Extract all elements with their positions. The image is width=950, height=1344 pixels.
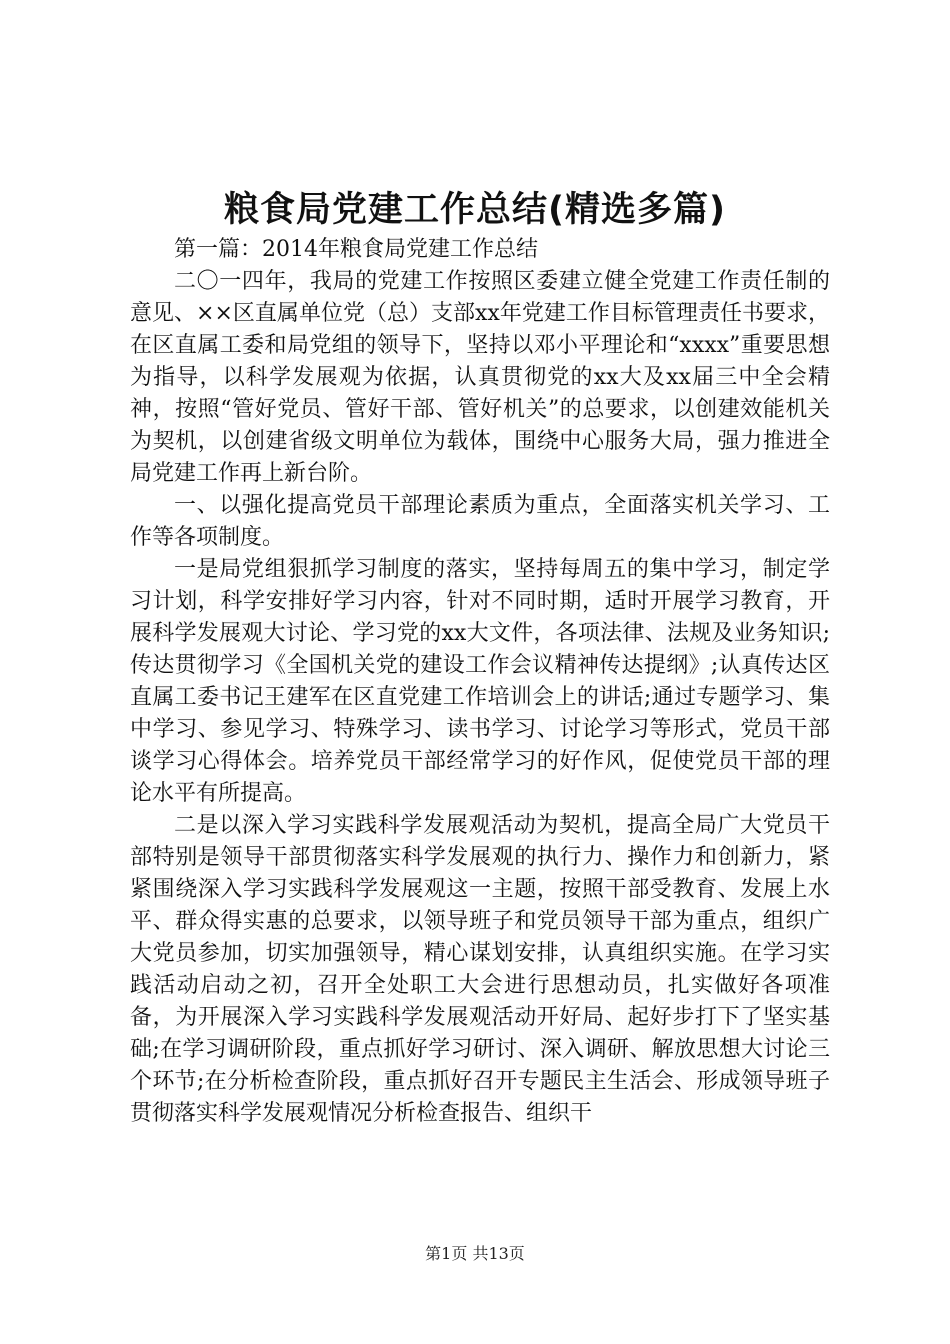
document-title: 粮食局党建工作总结(精选多篇) — [224, 190, 726, 230]
body-paragraph: 一是局党组狠抓学习制度的落实，坚持每周五的集中学习，制定学习计划，科学安排好学习内容，针对不同时期，适时开展学习教育，开展科学发展观大讨论、学习党的xx大文件，各项法律、法规及业务知识;传达贯彻学习《全国机关党的建设工作会议精神传达提纲》;认真传达区直属工委书记王建军在区直党建工作培训会上的讲话;通过专题学习、集中学习、参见学习、特殊学习、读书学习、讨论学习等形式，党员干部谈学习心得体会。培养党员干部经常学习的好作风，促使党员干部的理论水平有所提高。 — [130, 557, 830, 806]
section-heading: 第一篇：2014年粮食局党建工作总结 — [174, 237, 538, 262]
body-paragraph: 二是以深入学习实践科学发展观活动为契机，提高全局广大党员干部特别是领导干部贯彻落实科学发展观的执行力、操作力和创新力，紧紧围绕深入学习实践科学发展观这一主题，按照干部受教育、发展上水平、群众得实惠的总要求，以领导班子和党员领导干部为重点，组织广大党员参加，切实加强领导，精心谋划安排，认真组织实施。在学习实践活动启动之初，召开全处职工大会进行思想动员，扎实做好各项准备，为开展深入学习实践科学发展观活动开好局、起好步打下了坚实基础;在学习调研阶段，重点抓好学习研讨、深入调研、解放思想大讨论三个环节;在分析检查阶段，重点抓好召开专题民主生活会、形成领导班子贯彻落实科学发展观情况分析检查报告、组织干 — [130, 813, 830, 1126]
subsection-heading: 一、以强化提高党员干部理论素质为重点，全面落实机关学习、工作等各项制度。 — [130, 493, 830, 550]
page-number: 第1页 共13页 — [425, 1244, 525, 1263]
document-body — [130, 234, 830, 1130]
body-paragraph: 二〇一四年，我局的党建工作按照区委建立健全党建工作责任制的意见、××区直属单位党（总）支部xx年党建工作目标管理责任书要求，在区直属工委和局党组的领导下，坚持以邓小平理论和“xxxx”重要思想为指导，以科学发展观为依据，认真贯彻党的xx大及xx届三中全会精神，按照“管好党员、管好干部、管好机关”的总要求，以创建效能机关为契机，以创建省级文明单位为载体，围绕中心服务大局，强力推进全局党建工作再上新台阶。 — [130, 269, 830, 486]
